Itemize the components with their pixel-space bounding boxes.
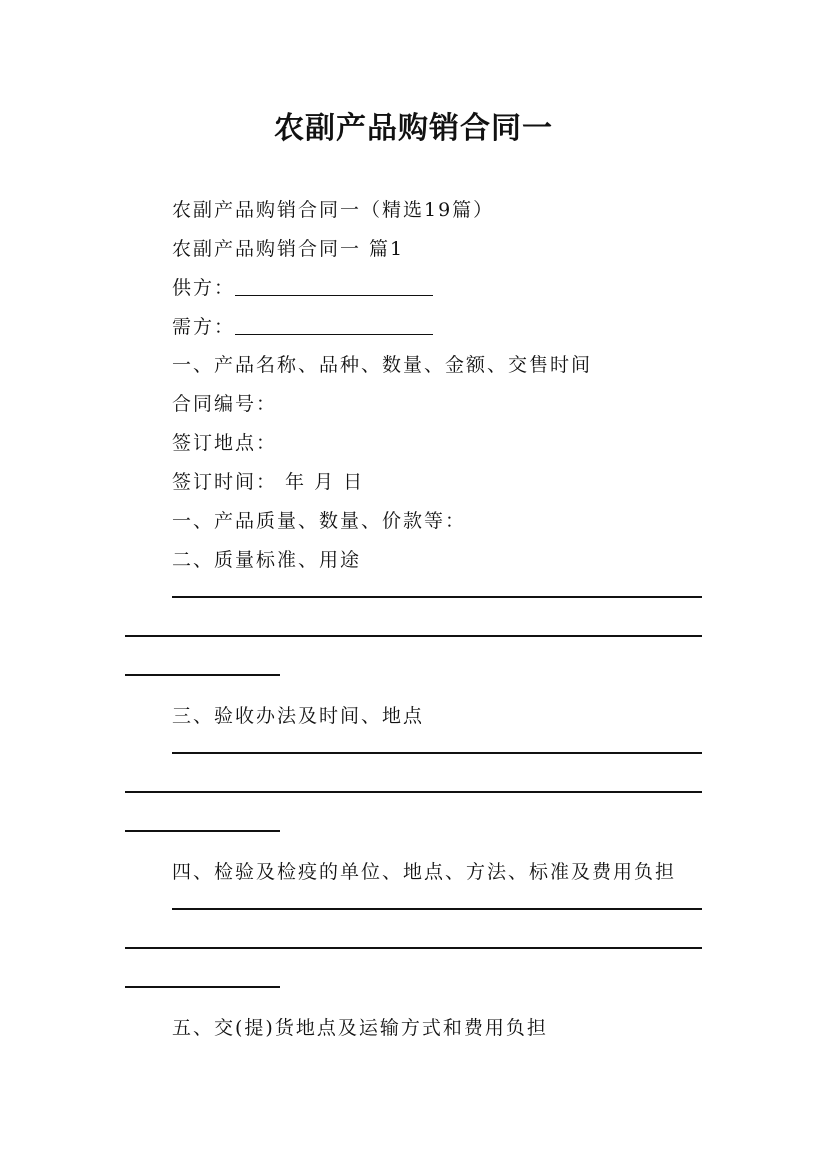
clause-4-heading: 四、检验及检疫的单位、地点、方法、标准及费用负担 [172, 861, 677, 883]
section-heading-line: 农副产品购销合同一 篇1 [172, 238, 405, 260]
sign-place-label: 签订地点： [172, 432, 278, 454]
fill-rule [125, 635, 702, 637]
fill-rule [125, 674, 280, 676]
buyer-label: 需方： [172, 316, 236, 338]
sign-date-label: 签订时间： 年 月 日 [172, 471, 365, 493]
fill-rule [125, 830, 280, 832]
supplier-line [172, 276, 433, 300]
fill-rule [125, 791, 702, 793]
fill-rule [172, 596, 702, 598]
subtitle-line: 农副产品购销合同一（精选19篇） [172, 199, 495, 221]
fill-rule [125, 947, 702, 949]
buyer-line [172, 315, 433, 339]
fill-rule [172, 908, 702, 910]
fill-rule [125, 986, 280, 988]
contract-number-label: 合同编号： [172, 393, 278, 415]
document-title: 农副产品购销合同一 [274, 111, 553, 146]
buyer-blank [235, 316, 433, 335]
clause-5-heading: 五、交(提)货地点及运输方式和费用负担 [172, 1017, 548, 1039]
clause-3-heading: 三、验收办法及时间、地点 [172, 705, 425, 727]
clause-1-heading: 一、产品名称、品种、数量、金额、交售时间 [172, 354, 593, 376]
fill-rule [172, 752, 702, 754]
clause-2-heading: 二、质量标准、用途 [172, 549, 362, 571]
clause-quality-quantity-price: 一、产品质量、数量、价款等： [172, 510, 467, 532]
supplier-label: 供方： [172, 277, 236, 299]
supplier-blank [235, 277, 433, 296]
